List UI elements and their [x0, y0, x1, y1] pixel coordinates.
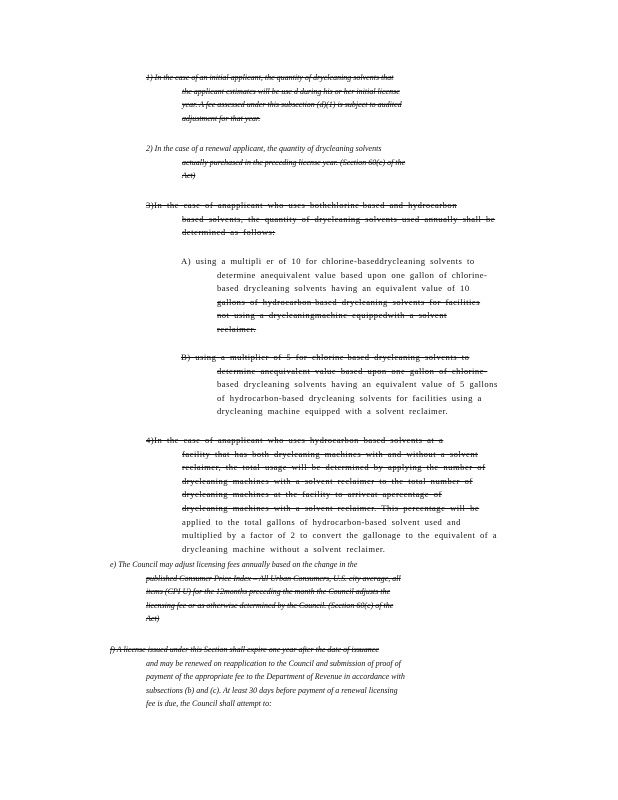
- text-line: year. A fee assessed under this subsection (d)(1) is subject to audited: [182, 100, 402, 110]
- text-line: actually purchased in the preceding license year. (Section 60(c) of the: [182, 157, 406, 167]
- text-line: items (CPI U) for the 12months preceding the month the Council adjusts the: [146, 587, 391, 597]
- text-line: multiplied by a factor of 2 to convert the gallonage to the equivalent of a: [182, 530, 498, 541]
- text-line: drycleaning machines with a solvent reclaimer to the total number of: [182, 475, 473, 486]
- paragraph-item-4: [146, 434, 538, 556]
- text-line: drycleaning machine without a solvent reclaimer.: [182, 543, 386, 554]
- text-line: applied to the total gallons of hydrocarbon-based solvent used and: [182, 516, 461, 527]
- text-line: drycleaning machines at the facility to arriveat apercentage of: [182, 489, 442, 500]
- text-line: based drycleaning solvents having an equivalent value of 10: [217, 283, 470, 294]
- text-line: drycleaning machine equipped with a solvent reclaimer.: [217, 406, 449, 417]
- text-line: fee is due, the Council shall attempt to:: [146, 699, 272, 709]
- text-line: payment of the appropriate fee to the Department of Revenue in accordance with: [146, 672, 405, 682]
- text-line: based drycleaning solvents having an equivalent value of 5 gallons: [217, 379, 498, 390]
- text-line: reclaimer, the total usage will be determined by applying the number of: [182, 462, 486, 473]
- text-line: drycleaning machines with a solvent reclaimer. This percentage will be: [182, 502, 480, 513]
- text-line: 1) In the case of an initial applicant, the quantity of drycleaning solvents that: [146, 73, 394, 82]
- text-line: based solvents, the quantity of drycleaning solvents used annually shall be: [182, 213, 496, 224]
- text-line: 4)In the case of anapplicant who uses hydrocarbon based solvents at a: [146, 435, 444, 445]
- text-line: 2) In the case of a renewal applicant, the quantity of drycleaning solvents: [146, 144, 382, 153]
- text-line: Act): [146, 614, 160, 624]
- text-line: subsections (b) and (c). At least 30 days before payment of a renewal licensing: [146, 685, 398, 695]
- paragraph-item-a: [181, 255, 531, 337]
- paragraph-item-3: [146, 199, 542, 240]
- paragraph-item-e: [110, 558, 538, 626]
- text-line: adjustment for that year.: [182, 113, 261, 123]
- paragraph-item-f: [110, 643, 538, 711]
- text-line: determine anequivalent value based upon one gallon of chlorine-: [217, 365, 488, 376]
- text-line: Act): [182, 171, 196, 181]
- text-line: B) using a multiplier of 5 for chlorine-based drycleaning solvents to: [181, 352, 470, 362]
- text-line: determined as follows:: [182, 227, 276, 238]
- text-line: e) The Council may adjust licensing fees annually based on the change in the: [110, 560, 358, 569]
- text-line: not using a drycleaningmachine equippedwith a solvent: [217, 310, 447, 321]
- text-line: facility that has both drycleaning machines with and without a solvent: [182, 448, 479, 459]
- text-line: 3)In the case of anapplicant who uses bothchlorine-based and hydrocarbon: [146, 200, 458, 210]
- text-line: A) using a multipli er of 10 for chlorine-baseddrycleaning solvents to: [181, 256, 475, 266]
- text-line: published Consumer Price Index – All Urban Consumers, U.S. city average, all: [146, 573, 401, 583]
- paragraph-item-1: [146, 71, 538, 125]
- text-line: the applicant estimates will be use d during his or her initial license: [182, 86, 400, 96]
- text-line: and may be renewed on reapplication to the Council and submission of proof of: [146, 658, 401, 668]
- text-line: of hydrocarbon-based drycleaning solvents for facilities using a: [217, 392, 482, 403]
- paragraph-item-2: [146, 142, 538, 183]
- text-line: licensing fee or as otherwise determined by the Council. (Section 60(c) of the: [146, 600, 394, 610]
- paragraph-item-b: [181, 351, 533, 419]
- text-line: gallons of hydrocarbon-based drycleaning solvents for facilities: [217, 296, 481, 307]
- text-line: f) A license issued under this Section shall expire one year after the date of issuance: [110, 645, 379, 654]
- text-line: reclaimer.: [217, 323, 257, 334]
- text-line: determine anequivalent value based upon one gallon of chlorine-: [217, 269, 488, 280]
